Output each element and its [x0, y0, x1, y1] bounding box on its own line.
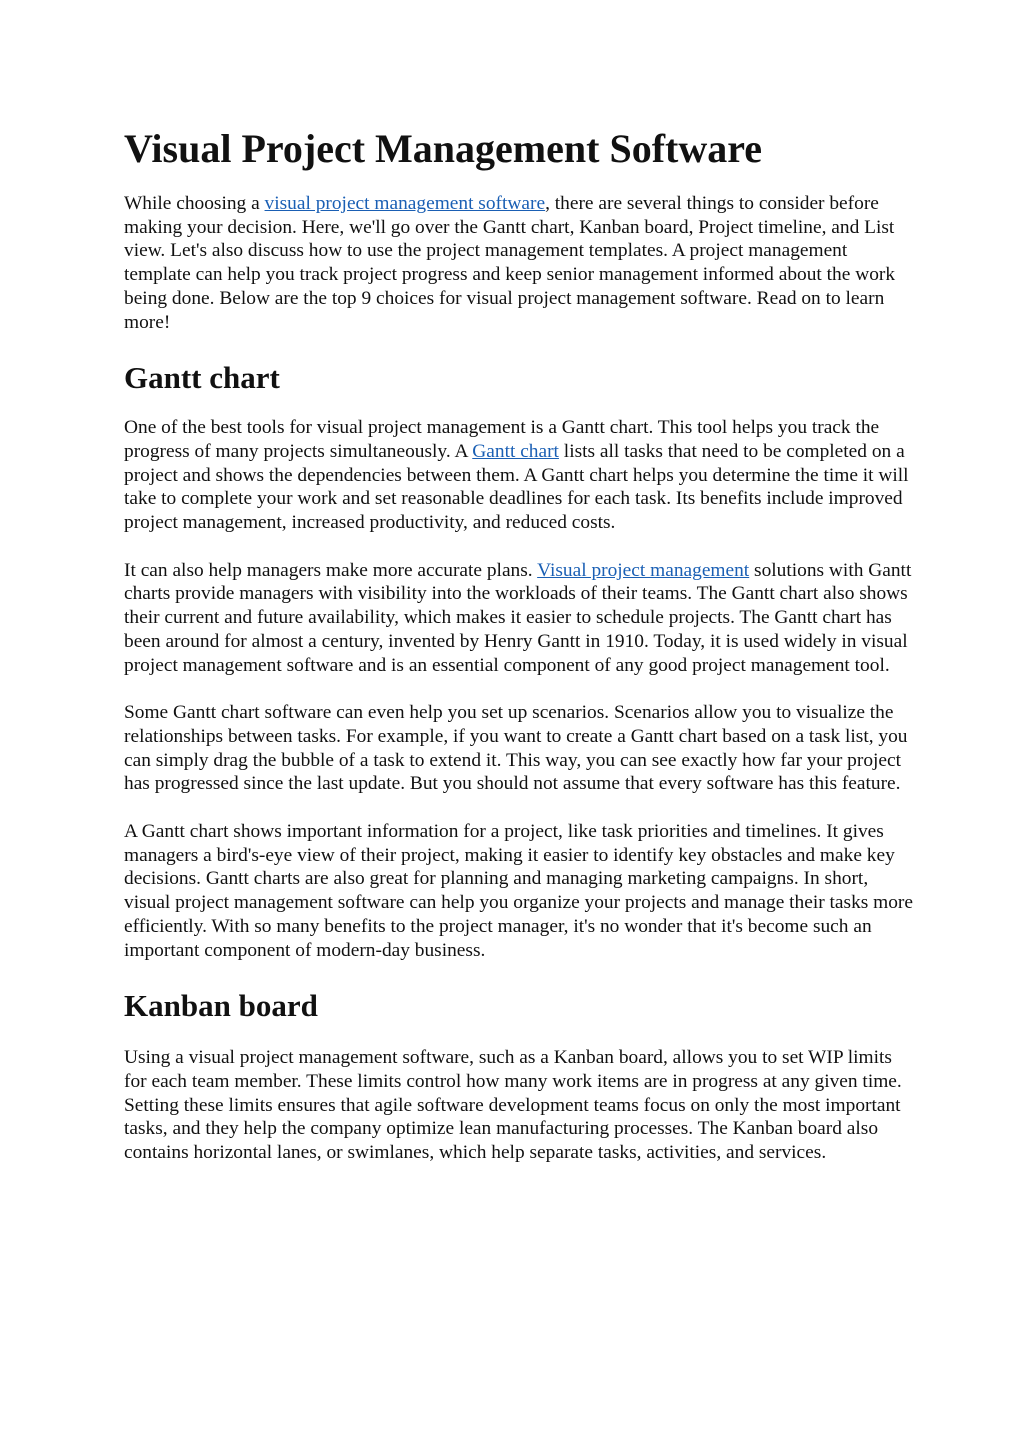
gantt-chart-link[interactable]: Gantt chart	[472, 440, 559, 462]
kanban-paragraph-1: Using a visual project management software, such as a Kanban board, allows you to set WIP limits for each team member. These limits control how many work items are in progress at any given time. Setting these limits ensures that agile software development teams focus on only the most important tasks, and they help the company optimize lean manufacturing processes. The Kanban board also contains horizontal lanes, or swimlanes, which help separate tasks, activities, and services.	[124, 1047, 902, 1164]
gantt-paragraph-4: A Gantt chart shows important information for a project, like task priorities and timelines. It gives managers a bird's-eye view of their project, making it easier to identify key obstacles and make key decisions. Gantt charts are also great for planning and managing marketing campaigns. In short, visual project management software can help you organize your projects and manage their tasks more efficiently. With so many benefits to the project manager, it's no wonder that it's become such an important component of modern-day business.	[124, 821, 913, 961]
gantt-p2-text-after: solutions with Gantt charts provide managers with visibility into the workloads of their teams. The Gantt chart also shows their current and future availability, which makes it easier to schedule projects. The Gantt chart has been around for almost a century, invented by Henry Gantt in 1910. Today, it is used widely in visual project management software and is an essential component of any good project management tool.	[124, 559, 912, 676]
gantt-chart-heading: Gantt chart	[124, 360, 280, 396]
intro-paragraph	[124, 192, 914, 334]
gantt-p1-text-after: lists all tasks that need to be completed on a project and shows the dependencies between them. A Gantt chart helps you determine the time it will take to complete your work and set reasonable deadlines for each task. Its benefits include improved project management, increased productivity, and reduced costs.	[124, 440, 909, 534]
kanban-board-heading: Kanban board	[124, 988, 318, 1024]
visual-pm-software-link[interactable]: visual project management software	[264, 193, 546, 214]
gantt-p2-text-before: It can also help managers make more accurate plans.	[124, 559, 538, 581]
intro-text-after: , there are several things to consider before making your decision. Here, we'll go over the Gantt chart, Kanban board, Project timeline, and List view. Let's also discuss how to use the project management templates. A project management template can help you track project progress and keep senior management informed about the work being done. Below are the top 9 choices for visual project management software. Read on to learn more!	[124, 193, 896, 333]
document-page	[124, 120, 914, 1165]
gantt-paragraph-2	[124, 559, 914, 678]
intro-text-before: While choosing a	[124, 193, 265, 214]
gantt-p1-text-before: One of the best tools for visual project management is a Gantt chart. This tool helps you track the progress of many projects simultaneously. A	[124, 417, 880, 462]
gantt-paragraph-1	[124, 416, 914, 535]
page-title: Visual Project Management Software	[124, 126, 763, 171]
gantt-paragraph-3: Some Gantt chart software can even help you set up scenarios. Scenarios allow you to visualize the relationships between tasks. For example, if you want to create a Gantt chart based on a task list, you can simply drag the bubble of a task to extend it. This way, you can see exactly how far your project has progressed since the last update. But you should not assume that every software has this feature.	[124, 702, 908, 795]
visual-project-management-link[interactable]: Visual project management	[537, 559, 750, 581]
